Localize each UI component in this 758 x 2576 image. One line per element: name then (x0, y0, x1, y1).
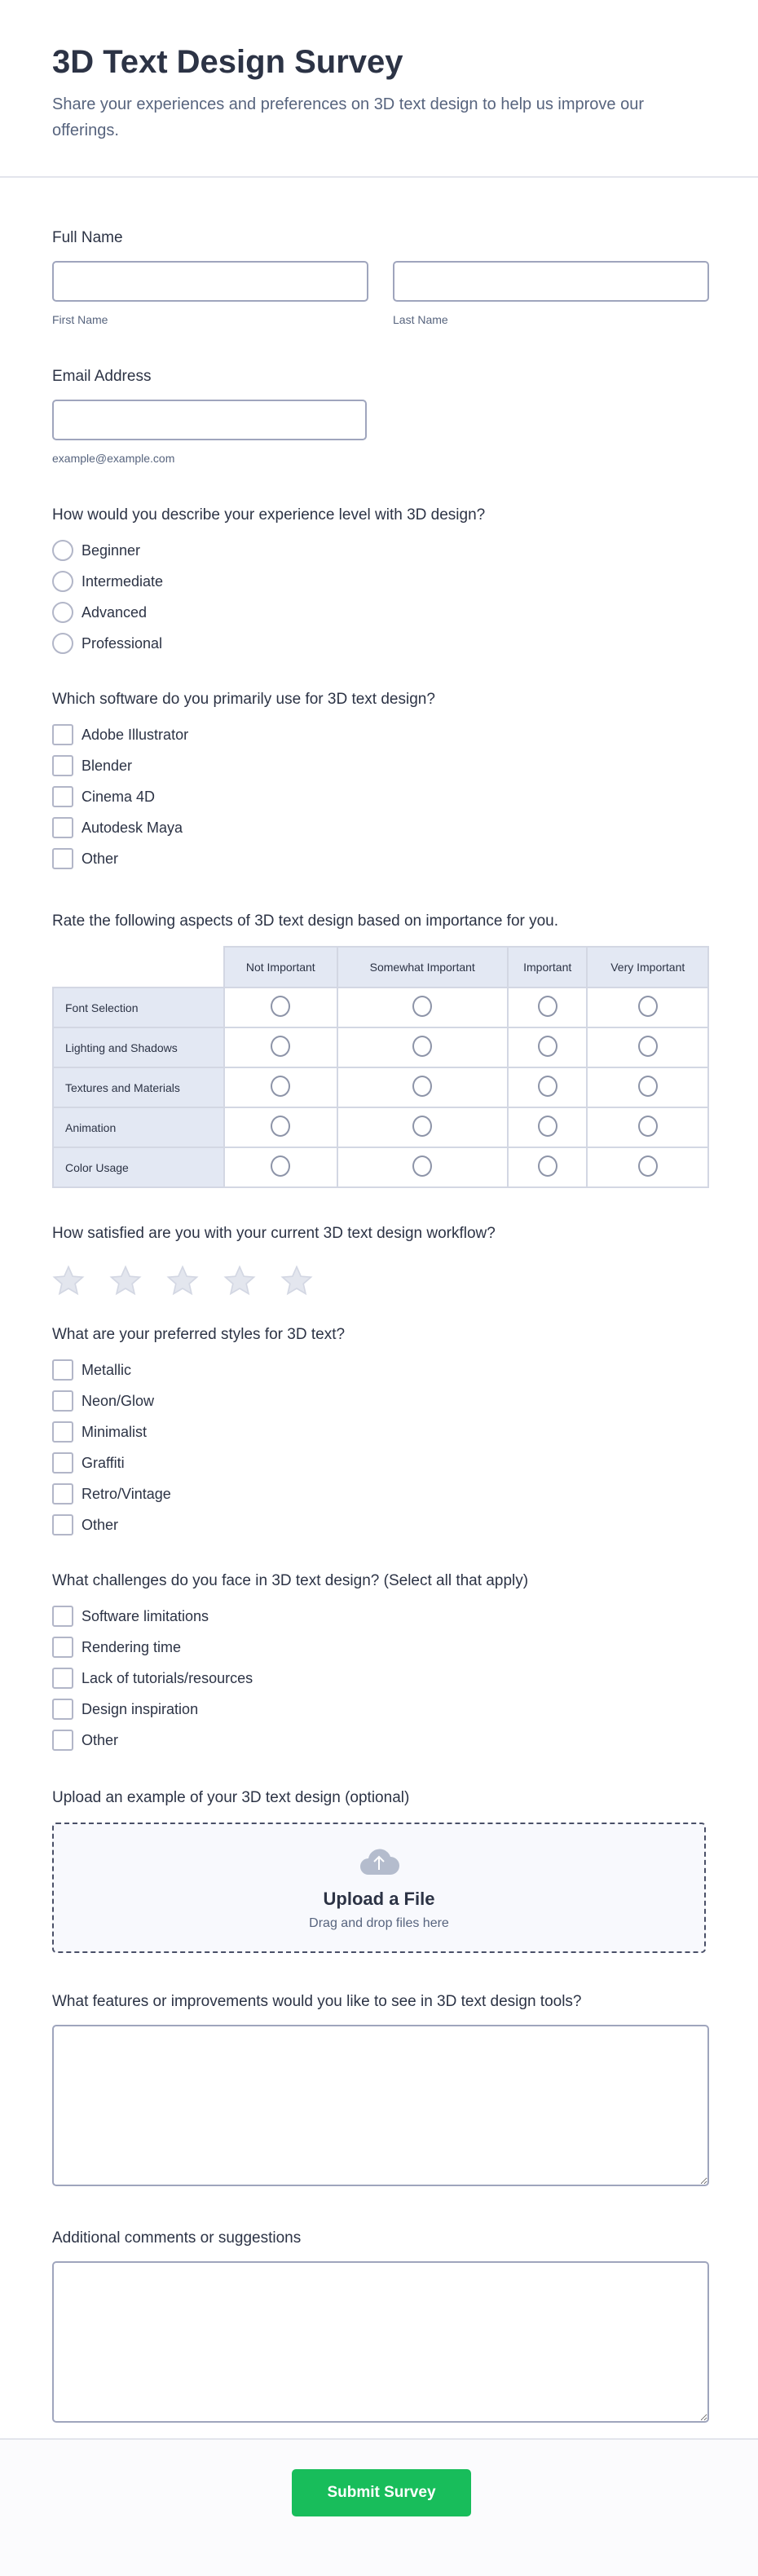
option-label: Rendering time (82, 1638, 182, 1655)
option-label: Autodesk Maya (82, 819, 183, 836)
features-question (52, 1992, 706, 2186)
matrix-radio[interactable] (271, 1155, 290, 1177)
checkbox[interactable] (52, 1668, 73, 1689)
form-footer (0, 2438, 758, 2576)
option-label: Neon/Glow (82, 1392, 155, 1409)
styles-option[interactable] (52, 1354, 706, 1385)
radio-button[interactable] (52, 571, 73, 592)
matrix-radio[interactable] (412, 1155, 432, 1177)
matrix-radio[interactable] (538, 1036, 557, 1057)
satisfaction-question (52, 1224, 706, 1297)
full-name-label: Full Name (52, 229, 123, 246)
matrix-radio[interactable] (538, 1155, 557, 1177)
upload-title: Upload a File (323, 1889, 435, 1909)
matrix-column-header: Very Important (587, 947, 708, 988)
matrix-radio[interactable] (271, 1116, 290, 1137)
checkbox[interactable] (52, 1390, 73, 1412)
styles-question (52, 1325, 706, 1540)
matrix-cell (224, 1147, 337, 1187)
star-icon[interactable] (52, 1265, 85, 1297)
challenges-option[interactable] (52, 1694, 706, 1725)
matrix-cell (224, 1027, 337, 1067)
star-icon[interactable] (280, 1265, 313, 1297)
option-label: Beginner (82, 541, 141, 559)
experience-option[interactable] (52, 597, 706, 628)
matrix-cell (224, 1067, 337, 1107)
first-name-input[interactable] (52, 261, 368, 302)
option-label: Software limitations (82, 1607, 209, 1624)
option-label: Advanced (82, 603, 148, 621)
page-subtitle: Share your experiences and preferences on 3D text design to help us improve our offerings. (52, 95, 644, 139)
software-option[interactable] (52, 812, 706, 843)
checkbox[interactable] (52, 1514, 73, 1535)
option-label: Other (82, 1731, 119, 1748)
option-label: Graffiti (82, 1454, 125, 1471)
matrix-column-header: Not Important (224, 947, 337, 988)
checkbox[interactable] (52, 786, 73, 807)
software-option[interactable] (52, 781, 706, 812)
software-option[interactable] (52, 750, 706, 781)
file-dropzone[interactable] (52, 1823, 706, 1953)
form-header (0, 0, 758, 178)
challenges-option[interactable] (52, 1725, 706, 1756)
matrix-cell (508, 988, 588, 1027)
matrix-radio[interactable] (538, 1116, 557, 1137)
cloud-upload-icon (359, 1844, 399, 1876)
matrix-column-header: Somewhat Important (337, 947, 508, 988)
option-label: Design inspiration (82, 1700, 199, 1717)
matrix-row-label: Lighting and Shadows (53, 1027, 224, 1067)
matrix-row (53, 988, 708, 1027)
email-label: Email Address (52, 368, 152, 385)
option-label: Minimalist (82, 1423, 148, 1440)
matrix-cell (508, 1027, 588, 1067)
last-name-sublabel: Last Name (393, 313, 448, 326)
full-name-field (52, 228, 706, 326)
checkbox[interactable] (52, 1637, 73, 1658)
experience-option[interactable] (52, 566, 706, 597)
matrix-cell (508, 1147, 588, 1187)
software-option[interactable] (52, 843, 706, 874)
matrix-radio[interactable] (271, 1036, 290, 1057)
radio-button[interactable] (52, 633, 73, 654)
matrix-radio[interactable] (638, 1155, 658, 1177)
matrix-cell (337, 1067, 508, 1107)
matrix-radio[interactable] (412, 1076, 432, 1097)
software-option[interactable] (52, 719, 706, 750)
matrix-cell (587, 1147, 708, 1187)
satisfaction-label: How satisfied are you with your current 3D text design workflow? (52, 1225, 496, 1242)
option-label: Cinema 4D (82, 788, 156, 805)
styles-option[interactable] (52, 1416, 706, 1447)
checkbox[interactable] (52, 817, 73, 838)
matrix-radio[interactable] (412, 996, 432, 1017)
matrix-cell (587, 1067, 708, 1107)
matrix-radio[interactable] (538, 996, 557, 1017)
comments-question (52, 2229, 706, 2423)
challenges-option[interactable] (52, 1663, 706, 1694)
matrix-radio[interactable] (638, 1076, 658, 1097)
option-label: Adobe Illustrator (82, 726, 189, 743)
email-field (52, 367, 706, 465)
experience-label: How would you describe your experience level with 3D design? (52, 506, 486, 524)
submit-button[interactable]: Submit Survey (292, 2469, 471, 2516)
comments-label: Additional comments or suggestions (52, 2229, 302, 2247)
matrix-cell (224, 988, 337, 1027)
star-icon[interactable] (109, 1265, 142, 1297)
challenges-label: What challenges do you face in 3D text design? (Select all that apply) (52, 1572, 529, 1589)
star-icon[interactable] (166, 1265, 199, 1297)
comments-textarea[interactable] (52, 2261, 709, 2423)
option-label: Other (82, 1516, 119, 1533)
challenges-question (52, 1571, 706, 1756)
matrix-cell (587, 1107, 708, 1147)
checkbox[interactable] (52, 1606, 73, 1627)
checkbox[interactable] (52, 755, 73, 776)
features-label: What features or improvements would you like to see in 3D text design tools? (52, 1993, 582, 2010)
matrix-radio[interactable] (538, 1076, 557, 1097)
matrix-cell (587, 1027, 708, 1067)
styles-option[interactable] (52, 1447, 706, 1478)
features-textarea[interactable] (52, 2025, 709, 2186)
matrix-column-header: Important (508, 947, 588, 988)
matrix-radio[interactable] (638, 1036, 658, 1057)
matrix-cell (508, 1107, 588, 1147)
styles-option[interactable] (52, 1478, 706, 1509)
email-input[interactable] (52, 400, 367, 440)
matrix-cell (587, 988, 708, 1027)
matrix-cell (224, 1107, 337, 1147)
matrix-radio[interactable] (638, 996, 658, 1017)
matrix-cell (337, 988, 508, 1027)
matrix-row-label: Color Usage (53, 1147, 224, 1187)
star-rating (52, 1265, 706, 1297)
importance-matrix-question (52, 912, 706, 1188)
first-name-sublabel: First Name (52, 313, 108, 326)
matrix-row (53, 1027, 708, 1067)
matrix-row-label: Font Selection (53, 988, 224, 1027)
page-title: 3D Text Design Survey (52, 44, 403, 80)
styles-label: What are your preferred styles for 3D text? (52, 1326, 346, 1343)
option-label: Lack of tutorials/resources (82, 1669, 253, 1686)
styles-option[interactable] (52, 1509, 706, 1540)
experience-option[interactable] (52, 535, 706, 566)
radio-button[interactable] (52, 540, 73, 561)
checkbox[interactable] (52, 848, 73, 869)
option-label: Professional (82, 634, 163, 652)
matrix-row (53, 1107, 708, 1147)
checkbox[interactable] (52, 1699, 73, 1720)
software-label: Which software do you primarily use for 3D text design? (52, 691, 435, 708)
matrix-radio[interactable] (412, 1116, 432, 1137)
survey-form (0, 228, 758, 2423)
matrix-cell (337, 1147, 508, 1187)
challenges-option[interactable] (52, 1632, 706, 1663)
upload-label: Upload an example of your 3D text design (optional) (52, 1789, 410, 1806)
checkbox[interactable] (52, 1483, 73, 1505)
checkbox[interactable] (52, 724, 73, 745)
matrix-row-label: Animation (53, 1107, 224, 1147)
matrix-cell (337, 1107, 508, 1147)
checkbox[interactable] (52, 1359, 73, 1381)
checkbox[interactable] (52, 1421, 73, 1443)
option-label: Retro/Vintage (82, 1485, 171, 1502)
option-label: Metallic (82, 1361, 132, 1378)
checkbox[interactable] (52, 1730, 73, 1751)
experience-option[interactable] (52, 628, 706, 659)
matrix-radio[interactable] (638, 1116, 658, 1137)
email-sublabel: example@example.com (52, 452, 175, 465)
checkbox[interactable] (52, 1452, 73, 1474)
software-question (52, 690, 706, 874)
matrix-cell (337, 1027, 508, 1067)
matrix-row (53, 1067, 708, 1107)
matrix-radio[interactable] (271, 996, 290, 1017)
option-label: Intermediate (82, 572, 164, 590)
styles-option[interactable] (52, 1385, 706, 1416)
matrix-row (53, 1147, 708, 1187)
matrix-radio[interactable] (412, 1036, 432, 1057)
upload-hint: Drag and drop files here (309, 1916, 449, 1930)
radio-button[interactable] (52, 602, 73, 623)
challenges-option[interactable] (52, 1601, 706, 1632)
importance-matrix (52, 946, 709, 1188)
matrix-radio[interactable] (271, 1076, 290, 1097)
last-name-input[interactable] (393, 261, 709, 302)
star-icon[interactable] (223, 1265, 256, 1297)
matrix-cell (508, 1067, 588, 1107)
option-label: Other (82, 850, 119, 867)
matrix-row-label: Textures and Materials (53, 1067, 224, 1107)
option-label: Blender (82, 757, 133, 774)
upload-question (52, 1788, 706, 1953)
experience-question (52, 506, 706, 659)
matrix-label: Rate the following aspects of 3D text design based on importance for you. (52, 912, 559, 930)
